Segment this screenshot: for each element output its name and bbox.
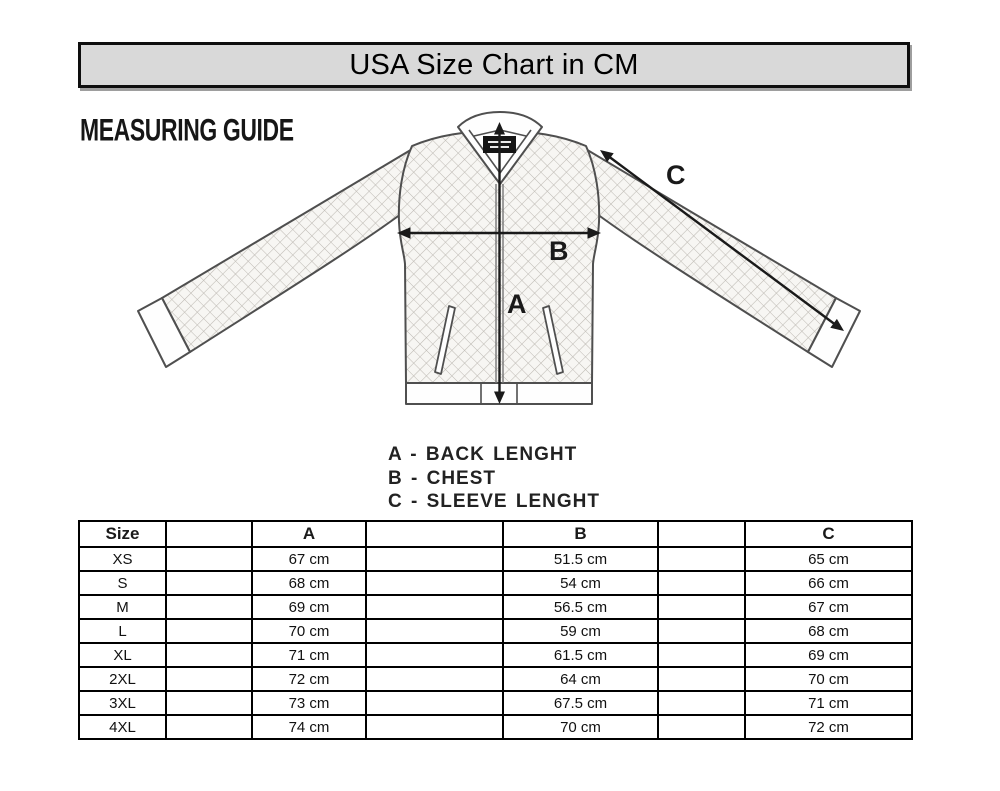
size-row-xs <box>79 547 912 571</box>
spacer-cell <box>658 715 745 739</box>
value-cell-a: 72 cm <box>252 667 366 691</box>
size-cell: XS <box>79 547 166 571</box>
spacer-cell <box>658 643 745 667</box>
spacer-cell <box>366 571 503 595</box>
spacer-cell <box>166 691 252 715</box>
col-header-size: Size <box>79 521 166 547</box>
value-cell-b: 64 cm <box>503 667 658 691</box>
value-cell-c: 72 cm <box>745 715 912 739</box>
legend-item-chest: B - CHEST <box>388 467 496 489</box>
spacer-cell <box>166 595 252 619</box>
value-cell-c: 70 cm <box>745 667 912 691</box>
size-chart-table <box>78 520 913 740</box>
spacer-cell <box>366 547 503 571</box>
size-row-m <box>79 595 912 619</box>
value-cell-a: 74 cm <box>252 715 366 739</box>
jacket-sleeve-right <box>574 142 836 352</box>
value-cell-c: 69 cm <box>745 643 912 667</box>
jacket-sleeve-left <box>162 142 424 352</box>
size-cell: 3XL <box>79 691 166 715</box>
spacer-cell <box>366 619 503 643</box>
value-cell-a: 73 cm <box>252 691 366 715</box>
spacer-cell <box>658 667 745 691</box>
size-row-4xl <box>79 715 912 739</box>
value-cell-a: 69 cm <box>252 595 366 619</box>
page-title: USA Size Chart in CM <box>349 48 639 81</box>
col-header-spacer <box>166 521 252 547</box>
spacer-cell <box>166 571 252 595</box>
spacer-cell <box>366 691 503 715</box>
jacket-measuring-diagram <box>130 105 870 440</box>
size-cell: L <box>79 619 166 643</box>
size-row-l <box>79 619 912 643</box>
value-cell-c: 71 cm <box>745 691 912 715</box>
value-cell-c: 68 cm <box>745 619 912 643</box>
value-cell-b: 67.5 cm <box>503 691 658 715</box>
size-cell: XL <box>79 643 166 667</box>
size-cell: M <box>79 595 166 619</box>
arrow-label-a: A <box>507 289 527 319</box>
spacer-cell <box>166 547 252 571</box>
arrow-label-b: B <box>549 236 569 266</box>
measurement-legend <box>388 443 600 514</box>
arrow-label-c: C <box>666 160 686 190</box>
value-cell-b: 51.5 cm <box>503 547 658 571</box>
spacer-cell <box>166 715 252 739</box>
size-row-xl <box>79 643 912 667</box>
value-cell-b: 59 cm <box>503 619 658 643</box>
col-header-spacer <box>366 521 503 547</box>
value-cell-c: 66 cm <box>745 571 912 595</box>
size-cell: S <box>79 571 166 595</box>
value-cell-b: 54 cm <box>503 571 658 595</box>
col-header-c: C <box>745 521 912 547</box>
spacer-cell <box>366 595 503 619</box>
measuring-guide-heading: MEASURING GUIDE <box>80 112 294 148</box>
col-header-spacer <box>658 521 745 547</box>
value-cell-b: 70 cm <box>503 715 658 739</box>
value-cell-a: 68 cm <box>252 571 366 595</box>
size-row-s <box>79 571 912 595</box>
legend-item-back-length: A - BACK LENGHT <box>388 444 578 465</box>
spacer-cell <box>658 691 745 715</box>
size-cell: 2XL <box>79 667 166 691</box>
header-row <box>79 521 912 547</box>
legend-item-sleeve-length: C - SLEEVE LENGHT <box>388 491 600 512</box>
spacer-cell <box>166 667 252 691</box>
col-header-b: B <box>503 521 658 547</box>
value-cell-c: 67 cm <box>745 595 912 619</box>
spacer-cell <box>366 715 503 739</box>
col-header-a: A <box>252 521 366 547</box>
spacer-cell <box>366 667 503 691</box>
value-cell-c: 65 cm <box>745 547 912 571</box>
spacer-cell <box>166 643 252 667</box>
value-cell-b: 61.5 cm <box>503 643 658 667</box>
spacer-cell <box>658 547 745 571</box>
value-cell-a: 70 cm <box>252 619 366 643</box>
spacer-cell <box>166 619 252 643</box>
spacer-cell <box>658 571 745 595</box>
spacer-cell <box>366 643 503 667</box>
value-cell-a: 67 cm <box>252 547 366 571</box>
value-cell-b: 56.5 cm <box>503 595 658 619</box>
spacer-cell <box>658 619 745 643</box>
size-row-3xl <box>79 691 912 715</box>
spacer-cell <box>658 595 745 619</box>
value-cell-a: 71 cm <box>252 643 366 667</box>
size-cell: 4XL <box>79 715 166 739</box>
size-row-2xl <box>79 667 912 691</box>
title-bar <box>78 42 910 88</box>
